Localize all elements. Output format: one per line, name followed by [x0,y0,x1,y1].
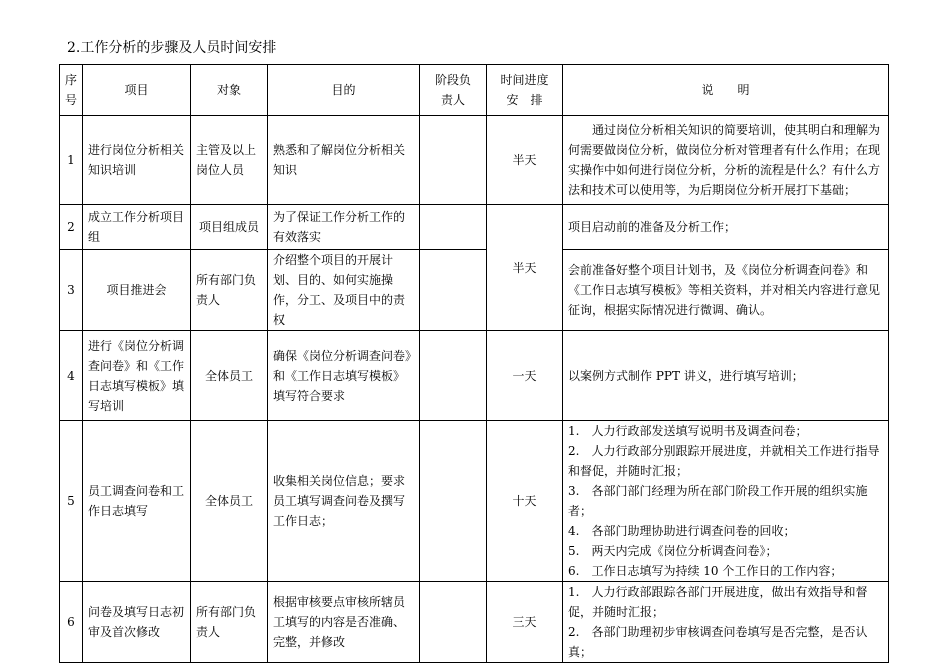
row-target: 全体员工 [191,421,268,582]
row-time: 半天 [487,116,563,205]
table-row [60,421,889,582]
row-seq: 4 [60,331,83,421]
row-note: 通过岗位分析相关知识的简要培训，使其明白和理解为何需要做岗位分析，做岗位分析对管理者有什么作用；在现实操作中如何进行岗位分析，分析的流程是什么？有什么方法和技术可以使用等，为后期岗位分析开展打下基础； [563,116,889,205]
row-item: 问卷及填写日志初审及首次修改 [83,582,191,663]
table-row [60,250,889,331]
row-owner [420,331,487,421]
row-target: 所有部门负责人 [191,582,268,663]
row-item: 进行岗位分析相关知识培训 [83,116,191,205]
row-seq: 1 [60,116,83,205]
list-item: 3. 各部门部门经理为所在部门阶段工作开展的组织实施者； [568,484,868,518]
schedule-table [59,64,889,663]
header-owner: 阶段负 责人 [420,65,487,116]
list-item: 6. 工作日志填写为持续 10 个工作日的工作内容； [568,564,843,578]
header-purpose: 目的 [268,65,420,116]
row-time: 半天 [487,205,563,331]
row-owner [420,582,487,663]
row-item: 项目推进会 [83,250,191,331]
list-item: 4. 各部门助理协助进行调查问卷的回收； [568,524,796,538]
list-item: 5. 两天内完成《岗位分析调查问卷》； [568,544,778,558]
list-item: 2. 各部门助理初步审核调查问卷填写是否完整，是否认真； [568,625,868,659]
row-purpose: 为了保证工作分析工作的有效落实 [268,205,420,250]
row-owner [420,116,487,205]
row-purpose: 收集相关岗位信息；要求员工填写调查问卷及撰写工作日志； [268,421,420,582]
row-item: 成立工作分析项目组 [83,205,191,250]
row-seq: 6 [60,582,83,663]
row-seq: 5 [60,421,83,582]
row-time: 一天 [487,331,563,421]
list-item: 1. 人力行政部跟踪各部门开展进度，做出有效指导和督促，并随时汇报； [568,585,868,619]
row-target: 主管及以上岗位人员 [191,116,268,205]
row-time: 三天 [487,582,563,663]
row-target: 所有部门负责人 [191,250,268,331]
table-row [60,205,889,250]
section-title: 2.工作分析的步骤及人员时间安排 [67,40,277,56]
row-item: 进行《岗位分析调查问卷》和《工作日志填写模板》填写培训 [83,331,191,421]
row-target: 项目组成员 [191,205,268,250]
row-owner [420,421,487,582]
row-purpose: 熟悉和了解岗位分析相关知识 [268,116,420,205]
header-item: 项目 [83,65,191,116]
list-item: 2. 人力行政部分别跟踪开展进度，并就相关工作进行指导和督促，并随时汇报； [568,444,880,478]
header-time: 时间进度 安 排 [487,65,563,116]
row-time: 十天 [487,421,563,582]
row-purpose: 根据审核要点审核所辖员工填写的内容是否准确、完整，并修改 [268,582,420,663]
row-item: 员工调查问卷和工作日志填写 [83,421,191,582]
row-seq: 2 [60,205,83,250]
row-target: 全体员工 [191,331,268,421]
row-note: 会前准备好整个项目计划书，及《岗位分析调查问卷》和《工作日志填写模板》等相关资料，并对相关内容进行意见征询，根据实际情况进行微调、确认。 [563,250,889,331]
table-row [60,331,889,421]
header-row [60,65,889,116]
row-seq: 3 [60,250,83,331]
row-note-list [563,582,889,663]
row-owner [420,250,487,331]
header-target: 对象 [191,65,268,116]
table-row [60,116,889,205]
row-note: 以案例方式制作 PPT 讲义，进行填写培训； [563,331,889,421]
row-purpose: 确保《岗位分析调查问卷》和《工作日志填写模板》填写符合要求 [268,331,420,421]
table-row [60,582,889,663]
row-note: 项目启动前的准备及分析工作； [563,205,889,250]
header-seq: 序 号 [60,65,83,116]
row-note-list [563,421,889,582]
row-owner [420,205,487,250]
row-purpose: 介绍整个项目的开展计划、目的、如何实施操作，分工、及项目中的责权 [268,250,420,331]
header-note: 说 明 [563,65,889,116]
list-item: 1. 人力行政部发送填写说明书及调查问卷； [568,424,808,438]
